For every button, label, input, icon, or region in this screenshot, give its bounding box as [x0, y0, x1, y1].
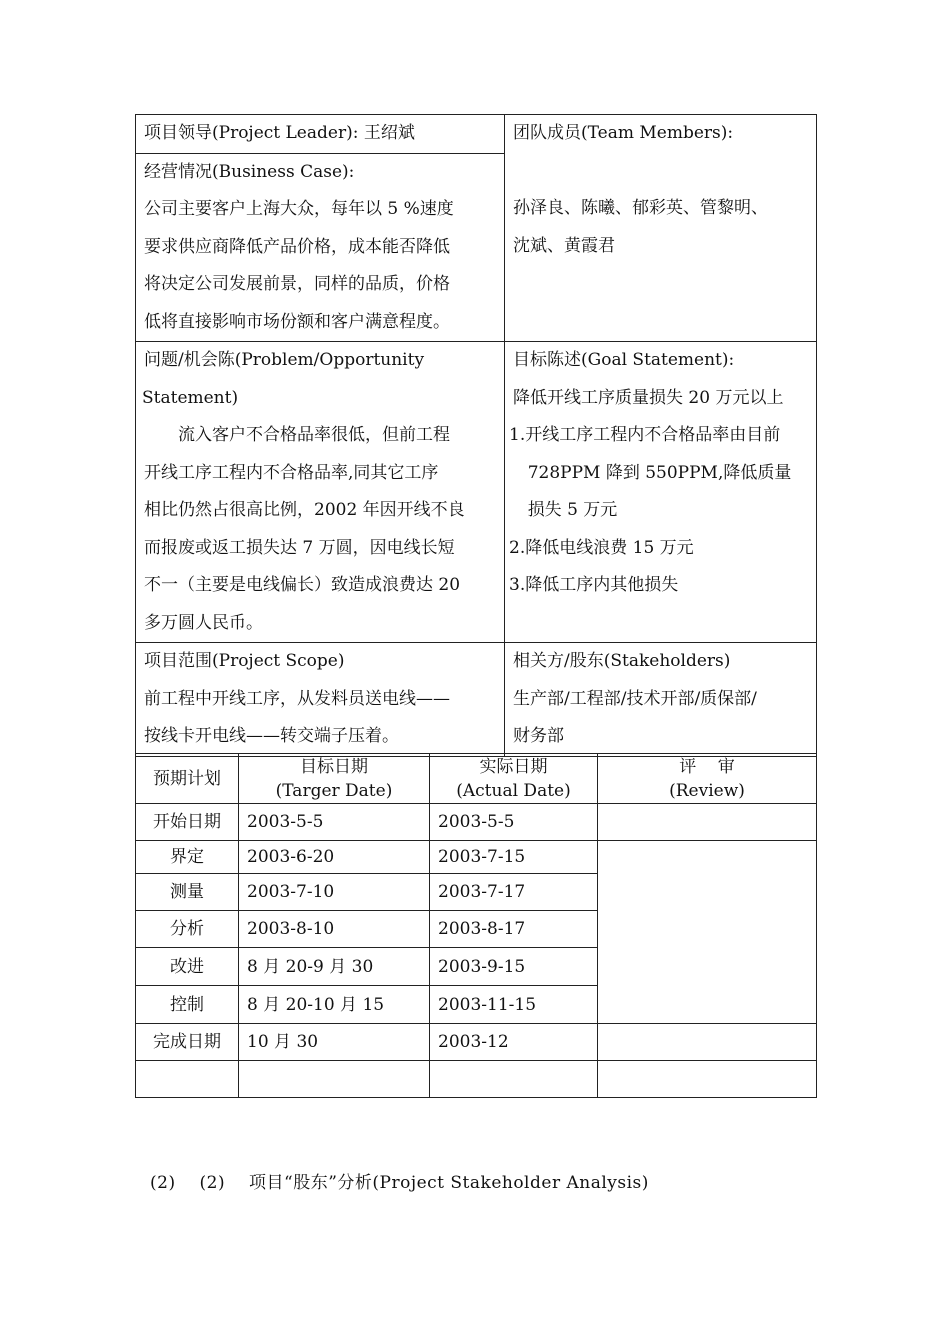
review-cell [598, 1024, 817, 1061]
leader-cell [136, 115, 505, 154]
stakeholders-label: 相关方/股东(Stakeholders) [513, 651, 731, 671]
goal-line: 降低开线工序质量损失 20 万元以上 [513, 387, 784, 408]
table-row [136, 841, 817, 874]
business-case-label: 经营情况(Business Case): [144, 161, 355, 182]
project-charter-table [135, 114, 817, 757]
target-date-cell: 2003-8-10 [239, 911, 430, 948]
problem-cell [136, 342, 505, 643]
problem-line: 而报废或返工损失达 7 万圆，因电线长短 [144, 537, 455, 558]
goal-cell [505, 342, 817, 643]
problem-line: 相比仍然占很高比例，2002 年因开线不良 [144, 500, 465, 520]
table-row [136, 1024, 817, 1061]
table-row-empty [136, 1061, 817, 1098]
scope-label: 项目范围(Project Scope) [144, 651, 345, 671]
header-plan: 预期计划 [136, 754, 239, 804]
review-cell [598, 804, 817, 841]
business-case-line: 要求供应商降低产品价格，成本能否降低 [144, 236, 450, 257]
actual-date-cell: 2003-7-17 [430, 874, 598, 911]
stakeholders-cell [505, 643, 817, 757]
business-case-line: 公司主要客户上海大众，每年以 5 %速度 [144, 199, 454, 219]
team-label: 团队成员(Team Members): [513, 123, 734, 143]
section-caption [150, 1168, 667, 1193]
problem-line: 开线工序工程内不合格品率,同其它工序 [144, 462, 439, 483]
actual-date-cell: 2003-8-17 [430, 911, 598, 948]
problem-label: 问题/机会陈(Problem/Opportunity [144, 350, 425, 370]
problem-line: 不一（主要是电线偏长）致造成浪费达 20 [144, 575, 461, 595]
team-members-line: 沈斌、黄霞君 [513, 235, 615, 256]
actual-date-cell: 2003-7-15 [430, 841, 598, 874]
schedule-table [135, 753, 817, 1098]
scope-line: 前工程中开线工序，从发料员送电线—— [144, 688, 450, 709]
caption-number: (2) [150, 1173, 176, 1193]
team-members-line: 孙泽良、陈曦、郁彩英、管黎明、 [513, 198, 768, 218]
goal-line: 1.开线工序工程内不合格品率由目前 728PPM 降到 550PPM,降低质量损失 5 万元 [509, 425, 792, 520]
business-case-line: 将决定公司发展前景，同样的品质，价格 [144, 274, 450, 294]
target-date-cell: 2003-7-10 [239, 874, 430, 911]
business-case-line: 低将直接影响市场份额和客户满意程度。 [144, 311, 450, 332]
caption-number: (2) [199, 1173, 226, 1193]
phase-cell: 测量 [136, 874, 239, 911]
project-leader: 项目领导(Project Leader): 王绍斌 [144, 123, 415, 143]
phase-cell: 分析 [136, 911, 239, 948]
table-row [136, 804, 817, 841]
schedule-header-row [136, 754, 817, 804]
business-case-cell [136, 153, 505, 342]
header-actual-date: 实际日期 (Actual Date) [430, 754, 598, 804]
header-target-date: 目标日期 (Targer Date) [239, 754, 430, 804]
target-date-cell: 2003-6-20 [239, 841, 430, 874]
target-date-cell: 8 月 20-10 月 15 [239, 986, 430, 1024]
phase-cell: 改进 [136, 948, 239, 986]
target-date-cell: 8 月 20-9 月 30 [239, 948, 430, 986]
problem-line: 流入客户不合格品率很低，但前工程 [178, 425, 450, 445]
caption-text: 项目“股东”分析(Project Stakeholder Analysis) [249, 1173, 649, 1193]
goal-label: 目标陈述(Goal Statement): [513, 350, 735, 370]
actual-date-cell: 2003-12 [430, 1024, 598, 1061]
goal-line: 2.降低电线浪费 15 万元 [509, 537, 694, 558]
target-date-cell: 2003-5-5 [239, 804, 430, 841]
phase-cell: 界定 [136, 841, 239, 874]
review-cell-merged [598, 841, 817, 1024]
stakeholders-line: 财务部 [513, 726, 564, 746]
goal-line: 3.降低工序内其他损失 [509, 575, 679, 595]
scope-cell [136, 643, 505, 757]
phase-cell: 完成日期 [136, 1024, 239, 1061]
actual-date-cell: 2003-11-15 [430, 986, 598, 1024]
team-cell [505, 115, 817, 342]
problem-line: 多万圆人民币。 [144, 612, 263, 633]
actual-date-cell: 2003-9-15 [430, 948, 598, 986]
scope-line: 按线卡开电线——转交端子压着。 [144, 726, 399, 746]
phase-cell: 开始日期 [136, 804, 239, 841]
phase-cell: 控制 [136, 986, 239, 1024]
stakeholders-line: 生产部/工程部/技术开部/质保部/ [513, 688, 757, 709]
problem-label: Statement) [142, 387, 239, 408]
target-date-cell: 10 月 30 [239, 1024, 430, 1061]
header-review: 评 审 (Review) [598, 754, 817, 804]
actual-date-cell: 2003-5-5 [430, 804, 598, 841]
